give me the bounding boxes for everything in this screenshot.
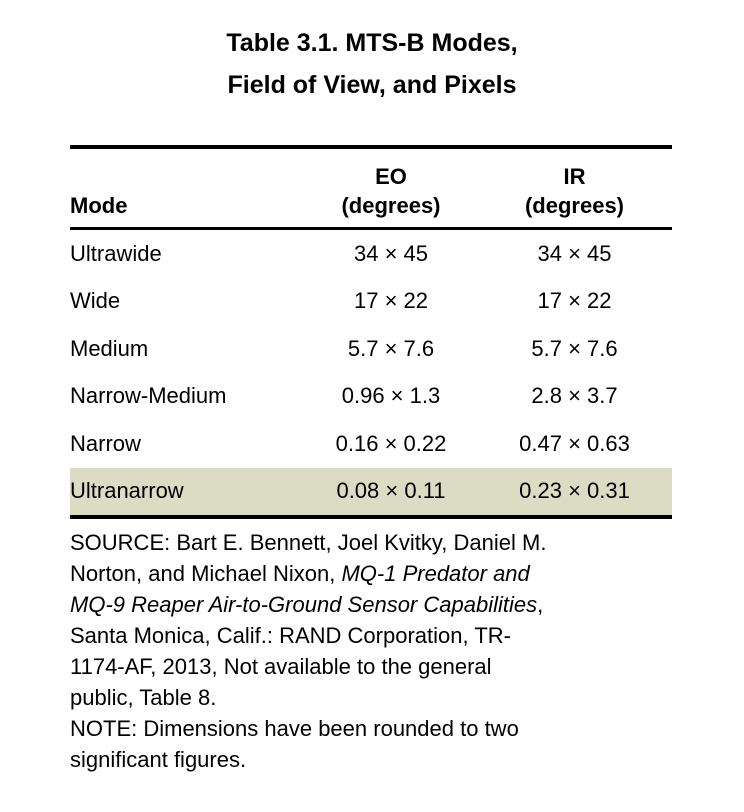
- table-title-line-2: Field of View, and Pixels: [227, 71, 517, 99]
- cell-ir: 2.8 × 3.7: [531, 383, 618, 409]
- note-line: [70, 713, 695, 744]
- note-segment: Norton, and Michael Nixon,: [70, 561, 342, 586]
- table-row-wide: [70, 278, 672, 326]
- note-segment-italic: MQ-9 Reaper Air-to-Ground Sensor Capabilities: [70, 592, 538, 617]
- table-bottom-rule: [70, 515, 672, 519]
- column-header-ir: [477, 162, 672, 220]
- cell-eo: 0.96 × 1.3: [341, 383, 441, 409]
- note-segment: 1174-AF, 2013, Not available to the general: [70, 654, 492, 679]
- cell-eo: 34 × 45: [353, 240, 428, 266]
- cell-ir: 17 × 22: [537, 288, 612, 314]
- note-segment-italic: MQ-1 Predator and: [341, 561, 530, 586]
- cell-mode: Wide: [70, 288, 121, 314]
- column-header-eo: [305, 162, 477, 220]
- cell-mode: Narrow: [70, 430, 141, 456]
- column-header-eo-line-1: EO: [375, 164, 407, 189]
- note-line: [70, 651, 695, 682]
- cell-mode: Narrow-Medium: [70, 383, 227, 409]
- cell-eo: 17 × 22: [353, 288, 428, 314]
- cell-mode: Medium: [70, 335, 149, 361]
- table-row-ultrawide: [70, 230, 672, 278]
- cell-ir: 0.47 × 0.63: [519, 430, 630, 456]
- column-header-eo-line-2: (degrees): [341, 193, 441, 218]
- table-row-narrow-medium: [70, 373, 672, 421]
- note-segment: Santa Monica, Calif.: RAND Corporation, TR-: [70, 623, 511, 648]
- cell-ir: 5.7 × 7.6: [531, 335, 618, 361]
- note-segment: SOURCE: Bart E. Bennett, Joel Kvitky, Daniel M.: [70, 530, 547, 555]
- note-line: [70, 558, 695, 589]
- cell-ir: 34 × 45: [537, 240, 612, 266]
- column-header-ir-line-1: IR: [563, 164, 586, 189]
- column-header-ir-line-2: (degrees): [524, 193, 625, 218]
- cell-mode: Ultrawide: [70, 240, 162, 266]
- source-and-note-text: [70, 527, 695, 775]
- table-header-row: [70, 149, 672, 227]
- note-segment: NOTE: Dimensions have been rounded to two: [70, 716, 519, 741]
- table-row-ultranarrow: [70, 468, 672, 516]
- table-row-medium: [70, 325, 672, 373]
- cell-eo: 0.08 × 0.11: [336, 478, 446, 504]
- cell-eo: 5.7 × 7.6: [347, 335, 435, 361]
- note-line: [70, 589, 695, 620]
- note-line: [70, 527, 695, 558]
- note-line: [70, 620, 695, 651]
- note-line: [70, 682, 695, 713]
- mts-b-modes-table: [70, 145, 672, 519]
- cell-mode: Ultranarrow: [70, 478, 184, 504]
- note-line: [70, 744, 695, 775]
- note-segment: public, Table 8.: [70, 685, 217, 710]
- column-header-mode: Mode: [70, 193, 128, 218]
- note-segment: ,: [537, 592, 544, 617]
- note-segment: significant figures.: [70, 747, 247, 772]
- table-row-narrow: [70, 420, 672, 468]
- table-title-line-1: Table 3.1. MTS-B Modes,: [226, 29, 518, 57]
- cell-ir: 0.23 × 0.31: [519, 478, 630, 504]
- table-title: [0, 22, 744, 106]
- cell-eo: 0.16 × 0.22: [335, 430, 447, 456]
